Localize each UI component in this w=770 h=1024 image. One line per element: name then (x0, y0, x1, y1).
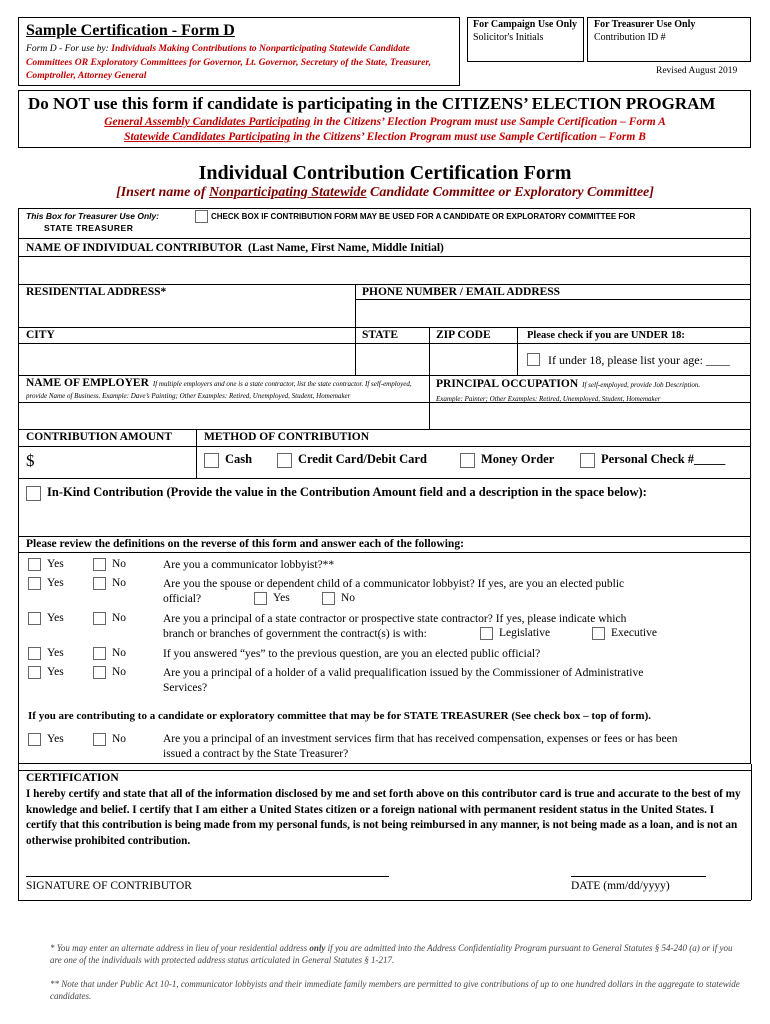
treasurer-check-label: This Box for Treasurer Use Only: (26, 211, 160, 221)
occupation-hint-2: Example: Painter; Other Examples: Retired, Unemployed, Student, Homemaker (436, 395, 661, 403)
q5-no-option[interactable] (93, 666, 126, 679)
phone-email-input[interactable] (357, 300, 749, 326)
warning-line-1 (0, 116, 770, 128)
q6-no-checkbox[interactable] (93, 733, 106, 746)
footnote-1-if: if (325, 943, 333, 953)
no-label: No (112, 612, 127, 625)
money-order-checkbox[interactable] (460, 453, 475, 468)
method-personal-check-option[interactable] (580, 452, 725, 468)
form-title: Sample Certification - Form D (26, 22, 235, 39)
name-label-text: NAME OF INDIVIDUAL CONTRIBUTOR (26, 242, 243, 254)
divider (18, 284, 751, 285)
divider (18, 446, 751, 447)
divider (355, 284, 356, 327)
treasurer-check-label-2: STATE TREASURER (44, 223, 134, 233)
employer-label: NAME OF EMPLOYER (26, 377, 149, 389)
divider (18, 770, 751, 771)
q2-no-option[interactable] (93, 577, 126, 590)
q1-no-option[interactable] (93, 558, 126, 571)
q3-text: Are you a principal of a state contractor or prospective state contractor? If yes, please indicate which (163, 613, 627, 625)
revised-date: Revised August 2019 (656, 66, 738, 76)
divider (18, 327, 751, 328)
yes-label: Yes (47, 612, 64, 625)
q2-official-no-option[interactable] (322, 592, 355, 605)
q6-yes-checkbox[interactable] (28, 733, 41, 746)
q2-text: Are you the spouse or dependent child of a communicator lobbyist? If yes, are you an elected public (163, 578, 625, 590)
form-use-prefix: Form D - For use by: (26, 43, 109, 54)
residential-address-label: RESIDENTIAL ADDRESS* (26, 286, 167, 298)
executive-option[interactable] (592, 627, 657, 640)
q2-yes-checkbox[interactable] (28, 577, 41, 590)
yes-label: Yes (47, 647, 64, 660)
campaign-use-title: For Campaign Use Only (473, 19, 577, 30)
card-label: Credit Card/Debit Card (298, 452, 427, 466)
yes-label: Yes (47, 666, 64, 679)
warning-line-1-link: General Assembly Candidates Participating (104, 116, 311, 128)
warning-line-2-link: Statewide Candidates Participating (124, 131, 291, 143)
divider (18, 429, 751, 430)
dollar-sign: $ (26, 451, 35, 470)
divider (18, 375, 751, 376)
divider (18, 402, 751, 403)
contribution-id-label: Contribution ID # (594, 32, 666, 43)
warning-line-2-text: in the Citizens’ Election Program must use Sample Certification – Form B (290, 131, 646, 143)
warning-title: Do NOT use this form if candidate is participating in the CITIZENS’ ELECTION PROGRAM (28, 94, 716, 113)
no-label: No (112, 558, 127, 571)
q6-text-2: issued a contract by the State Treasurer? (163, 748, 349, 760)
occupation-hint-1: If self-employed, provide Job Description. (582, 381, 701, 389)
city-input[interactable] (20, 345, 353, 373)
q4-yes-checkbox[interactable] (28, 647, 41, 660)
treasurer-question-heading: If you are contributing to a candidate or exploratory committee that may be for STATE TREASURER (See check box – top of form). (28, 710, 651, 722)
legislative-label: Legislative (499, 627, 551, 640)
divider (751, 764, 752, 900)
questions-heading: Please review the definitions on the reverse of this form and answer each of the following: (26, 538, 464, 550)
divider (18, 536, 751, 537)
divider (18, 552, 751, 553)
state-treasurer-checkbox[interactable] (195, 210, 208, 223)
phone-email-label: PHONE NUMBER / EMAIL ADDRESS (362, 286, 561, 298)
yes-label: Yes (47, 577, 64, 590)
under-18-checkbox[interactable] (527, 353, 540, 366)
in-kind-description-input[interactable] (20, 503, 749, 535)
divider (429, 327, 430, 375)
q4-no-option[interactable] (93, 647, 126, 660)
main-form-title: Individual Contribution Certification Form (198, 162, 572, 184)
solicitor-initials-label: Solicitor's Initials (473, 32, 544, 43)
no-label: No (112, 577, 127, 590)
q2-official-yes-checkbox[interactable] (254, 592, 267, 605)
q2-yes-option[interactable] (28, 577, 64, 590)
subtitle-underlined: Nonparticipating Statewide (209, 185, 367, 200)
q5-text-2: Services? (163, 682, 208, 694)
occupation-input[interactable] (431, 404, 749, 428)
yes-label: Yes (47, 558, 64, 571)
q3-text-2: branch or branches of government the contract(s) is with: (163, 628, 427, 640)
employer-input[interactable] (20, 404, 427, 428)
contributor-name-label (26, 242, 444, 254)
city-label: CITY (26, 329, 55, 341)
no-label: No (112, 666, 127, 679)
legislative-option[interactable] (480, 627, 550, 640)
q5-no-checkbox[interactable] (93, 666, 106, 679)
divider (18, 764, 19, 900)
treasurer-check-text: CHECK BOX IF CONTRIBUTION FORM MAY BE USED FOR A CANDIDATE OR EXPLORATORY COMMITTEE FOR (211, 212, 636, 221)
contribution-amount-input[interactable] (42, 448, 192, 476)
state-input[interactable] (357, 345, 427, 373)
in-kind-label: In-Kind Contribution (Provide the value in the Contribution Amount field and a description in the space below): (47, 485, 647, 499)
divider (517, 327, 518, 375)
divider (18, 256, 751, 257)
date-line[interactable] (571, 876, 706, 877)
contribution-amount-label: CONTRIBUTION AMOUNT (26, 431, 173, 443)
employer-label-block (26, 377, 424, 401)
yes-label: Yes (47, 733, 64, 746)
footnote-1 (50, 942, 740, 966)
q4-no-checkbox[interactable] (93, 647, 106, 660)
divider (18, 478, 751, 479)
divider (196, 429, 197, 478)
subtitle-post: Candidate Committee or Exploratory Committee] (366, 185, 654, 200)
yes-label: Yes (273, 592, 290, 605)
personal-check-label: Personal Check #_____ (601, 452, 726, 466)
certification-heading: CERTIFICATION (26, 772, 119, 784)
q1-no-checkbox[interactable] (93, 558, 106, 571)
occupation-label: PRINCIPAL OCCUPATION (436, 378, 579, 390)
divider (18, 900, 751, 901)
q3-no-option[interactable] (93, 612, 126, 625)
q4-text: If you answered “yes” to the previous question, are you an elected public official? (163, 648, 541, 660)
q6-yes-option[interactable] (28, 733, 64, 746)
q3-no-checkbox[interactable] (93, 612, 106, 625)
personal-check-checkbox[interactable] (580, 453, 595, 468)
q6-text: Are you a principal of an investment services firm that has received compensation, expenses or fees or has been (163, 733, 678, 745)
method-card-option[interactable] (277, 452, 427, 468)
method-cash-option[interactable] (204, 452, 252, 468)
executive-checkbox[interactable] (592, 627, 605, 640)
legislative-checkbox[interactable] (480, 627, 493, 640)
q1-yes-option[interactable] (28, 558, 64, 571)
certification-text: I hereby certify and state that all of the information disclosed by me and set forth above on this contributor card is true and accurate to the best of my knowledge and belief. I certify that I am either a United States citizen or a foreign national with permanent resident status in the United States. I certify that this contribution is being made from my personal funds, is not being reimbursed in any manner, is not being made as a loan, and is not an otherwise prohibited contribution. (26, 788, 741, 847)
method-money-order-option[interactable] (460, 452, 554, 468)
form-use-description: Individuals Making Contributions to Nonparticipating Statewide Candidate Committees OR Exploratory Committees for Governor, Lt. Governor, Secretary of the State, Treasurer, Comptroller, Attorney General (26, 43, 431, 81)
q4-yes-option[interactable] (28, 647, 64, 660)
q1-text: Are you a communicator lobbyist?** (163, 559, 335, 571)
contributor-name-input[interactable] (20, 258, 749, 284)
divider (18, 343, 751, 344)
executive-label: Executive (611, 627, 657, 640)
q3-yes-option[interactable] (28, 612, 64, 625)
no-label: No (112, 733, 127, 746)
card-checkbox[interactable] (277, 453, 292, 468)
signature-line[interactable] (26, 876, 389, 877)
divider (355, 327, 356, 375)
employer-hint: If multiple employers and one is a state contractor, list the state contractor. If self-employed, provide Name of Business. Example: Dave’s Painting; Other Examples: Retired, Unemployed, Student, Homemaker (26, 380, 412, 400)
subtitle-pre: [Insert name of (116, 185, 210, 200)
divider (18, 238, 751, 239)
method-label: METHOD OF CONTRIBUTION (204, 431, 370, 443)
under-18-label: Please check if you are UNDER 18: (527, 330, 685, 341)
zip-code-input[interactable] (431, 345, 515, 373)
under-18-age-prompt: If under 18, please list your age: ____ (548, 353, 730, 367)
q2-no-checkbox[interactable] (93, 577, 106, 590)
q5-text: Are you a principal of a holder of a valid prequalification issued by the Commissioner of Administrative (163, 667, 644, 679)
q1-yes-checkbox[interactable] (28, 558, 41, 571)
footnote-1-pre: * You may enter an alternate address in lieu of your residential address (50, 943, 310, 953)
q5-yes-checkbox[interactable] (28, 666, 41, 679)
no-label: No (112, 647, 127, 660)
q2-official-no-checkbox[interactable] (322, 592, 335, 605)
q5-yes-option[interactable] (28, 666, 64, 679)
warning-line-2 (0, 131, 770, 143)
cash-label: Cash (225, 452, 253, 466)
footnote-1-post: you are admitted into the Address Confidentiality Program pursuant to General Statutes § 54-240 (a) or if you are one of the individuals with protected address status articulated in General Statutes § 1-217. (50, 943, 733, 965)
money-order-label: Money Order (481, 452, 555, 466)
treasurer-use-title: For Treasurer Use Only (594, 19, 696, 30)
committee-name-placeholder (0, 185, 770, 201)
occupation-label-block (436, 377, 748, 405)
form-use-text (26, 42, 456, 83)
q2-official-yes-option[interactable] (254, 592, 290, 605)
state-label: STATE (362, 329, 399, 341)
date-label: DATE (mm/dd/yyyy) (571, 880, 670, 892)
q2-text-2: official? (163, 593, 202, 605)
q3-yes-checkbox[interactable] (28, 612, 41, 625)
warning-line-1-text: in the Citizens’ Election Program must use Sample Certification – Form A (310, 116, 666, 128)
zip-code-label: ZIP CODE (436, 329, 491, 341)
in-kind-checkbox[interactable] (26, 486, 41, 501)
residential-address-input[interactable] (20, 300, 353, 326)
no-label: No (341, 592, 356, 605)
signature-label: SIGNATURE OF CONTRIBUTOR (26, 880, 192, 892)
footnote-1-only: only (309, 943, 326, 953)
in-kind-option[interactable] (26, 485, 647, 501)
cash-checkbox[interactable] (204, 453, 219, 468)
footnote-2: ** Note that under Public Act 10-1, communicator lobbyists and their immediate family members are permitted to give contributions of up to one hundred dollars in the aggregate to statewide candidates. (50, 979, 740, 1001)
name-hint: (Last Name, First Name, Middle Initial) (248, 242, 444, 254)
q6-no-option[interactable] (93, 733, 126, 746)
